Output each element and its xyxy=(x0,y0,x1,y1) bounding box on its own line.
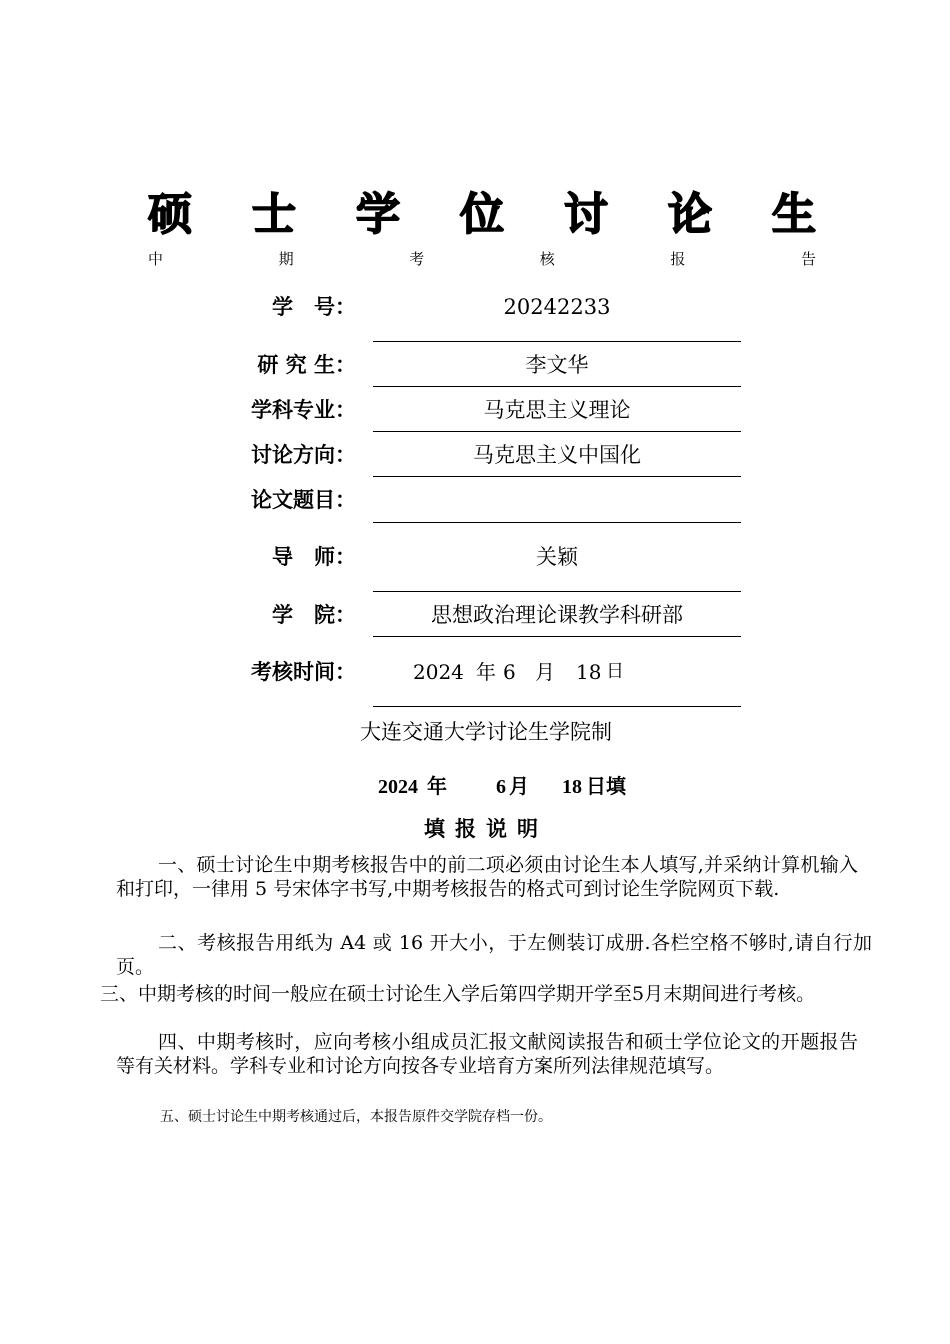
direction-underline xyxy=(373,476,741,477)
title-char: 论 xyxy=(668,189,712,240)
major-label: 学科专业： xyxy=(251,398,356,422)
college-value: 思想政治理论课教学科研部 xyxy=(431,603,683,627)
student-label: 研 究 生： xyxy=(257,353,356,377)
title-char: 学 xyxy=(356,189,400,240)
exam-day-unit: 日 xyxy=(606,661,624,682)
fill-day: 18 xyxy=(562,776,582,798)
advisor-label: 导 师： xyxy=(272,545,356,569)
advisor-value: 关颖 xyxy=(536,545,578,569)
fill-year-unit: 年 xyxy=(427,776,447,798)
exam-time-label: 考核时间： xyxy=(251,660,356,684)
subtitle-char: 期 xyxy=(278,250,294,268)
exam-month: 6 xyxy=(503,660,516,684)
major-underline xyxy=(373,431,741,432)
exam-day: 18 xyxy=(576,660,602,684)
direction-value: 马克思主义中国化 xyxy=(473,443,641,467)
subtitle-char: 中 xyxy=(148,250,164,268)
report-title xyxy=(148,188,816,242)
subtitle-char: 告 xyxy=(800,250,816,268)
thesis-label: 论文题目： xyxy=(251,488,356,512)
fill-day-unit: 日填 xyxy=(586,776,626,798)
fill-year: 2024 xyxy=(378,776,418,798)
instruction-item-5: 五、硕士讨论生中期考核通过后，本报告原件交学院存档一份。 xyxy=(160,1109,552,1125)
student-underline xyxy=(373,386,741,387)
instructions-title: 填报说明 xyxy=(424,817,548,841)
subtitle-char: 报 xyxy=(670,250,686,268)
exam-year: 2024 xyxy=(413,660,464,684)
fill-month: 6 xyxy=(496,776,506,798)
student-id-underline xyxy=(373,341,741,342)
subtitle-char: 考 xyxy=(409,250,425,268)
student-value: 李文华 xyxy=(525,353,589,377)
subtitle-char: 核 xyxy=(539,250,555,268)
title-char: 讨 xyxy=(564,189,608,240)
college-underline xyxy=(373,636,741,637)
issuing-institution: 大连交通大学讨论生学院制 xyxy=(360,720,612,744)
title-char: 士 xyxy=(252,189,296,240)
instruction-item-4: 四、中期考核时，应向考核小组成员汇报文献阅读报告和硕士学位论文的开题报告等有关材料。学科专业和讨论方向按各专业培育方案所列法律规范填写。 xyxy=(116,1031,858,1077)
report-subtitle xyxy=(148,249,816,269)
advisor-underline xyxy=(373,591,741,592)
exam-month-unit: 月 xyxy=(535,660,555,684)
student-id-value: 20242233 xyxy=(503,295,611,319)
instruction-item-2: 二、考核报告用纸为 A4 或 16 开大小，于左侧装订成册.各栏空格不够时,请自行加页。 xyxy=(116,932,872,978)
instruction-item-3: 三、中期考核的时间一般应在硕士讨论生入学后第四学期开学至5月末期间进行考核。 xyxy=(100,983,816,1005)
college-label: 学 院： xyxy=(272,603,356,627)
title-char: 生 xyxy=(772,189,816,240)
direction-label: 讨论方向： xyxy=(251,443,356,467)
exam-year-unit: 年 xyxy=(476,660,496,684)
exam-time-underline xyxy=(373,706,741,707)
title-char: 硕 xyxy=(148,189,192,240)
major-value: 马克思主义理论 xyxy=(483,398,631,422)
thesis-underline xyxy=(373,522,741,523)
fill-month-unit: 月 xyxy=(509,776,529,798)
title-char: 位 xyxy=(460,189,504,240)
instruction-item-1: 一、硕士讨论生中期考核报告中的前二项必须由讨论生本人填写,并采纳计算机输入和打印，一律用 5 号宋体字书写,中期考核报告的格式可到讨论生学院网页下载. xyxy=(116,854,858,900)
student-id-label: 学 号： xyxy=(272,295,356,319)
